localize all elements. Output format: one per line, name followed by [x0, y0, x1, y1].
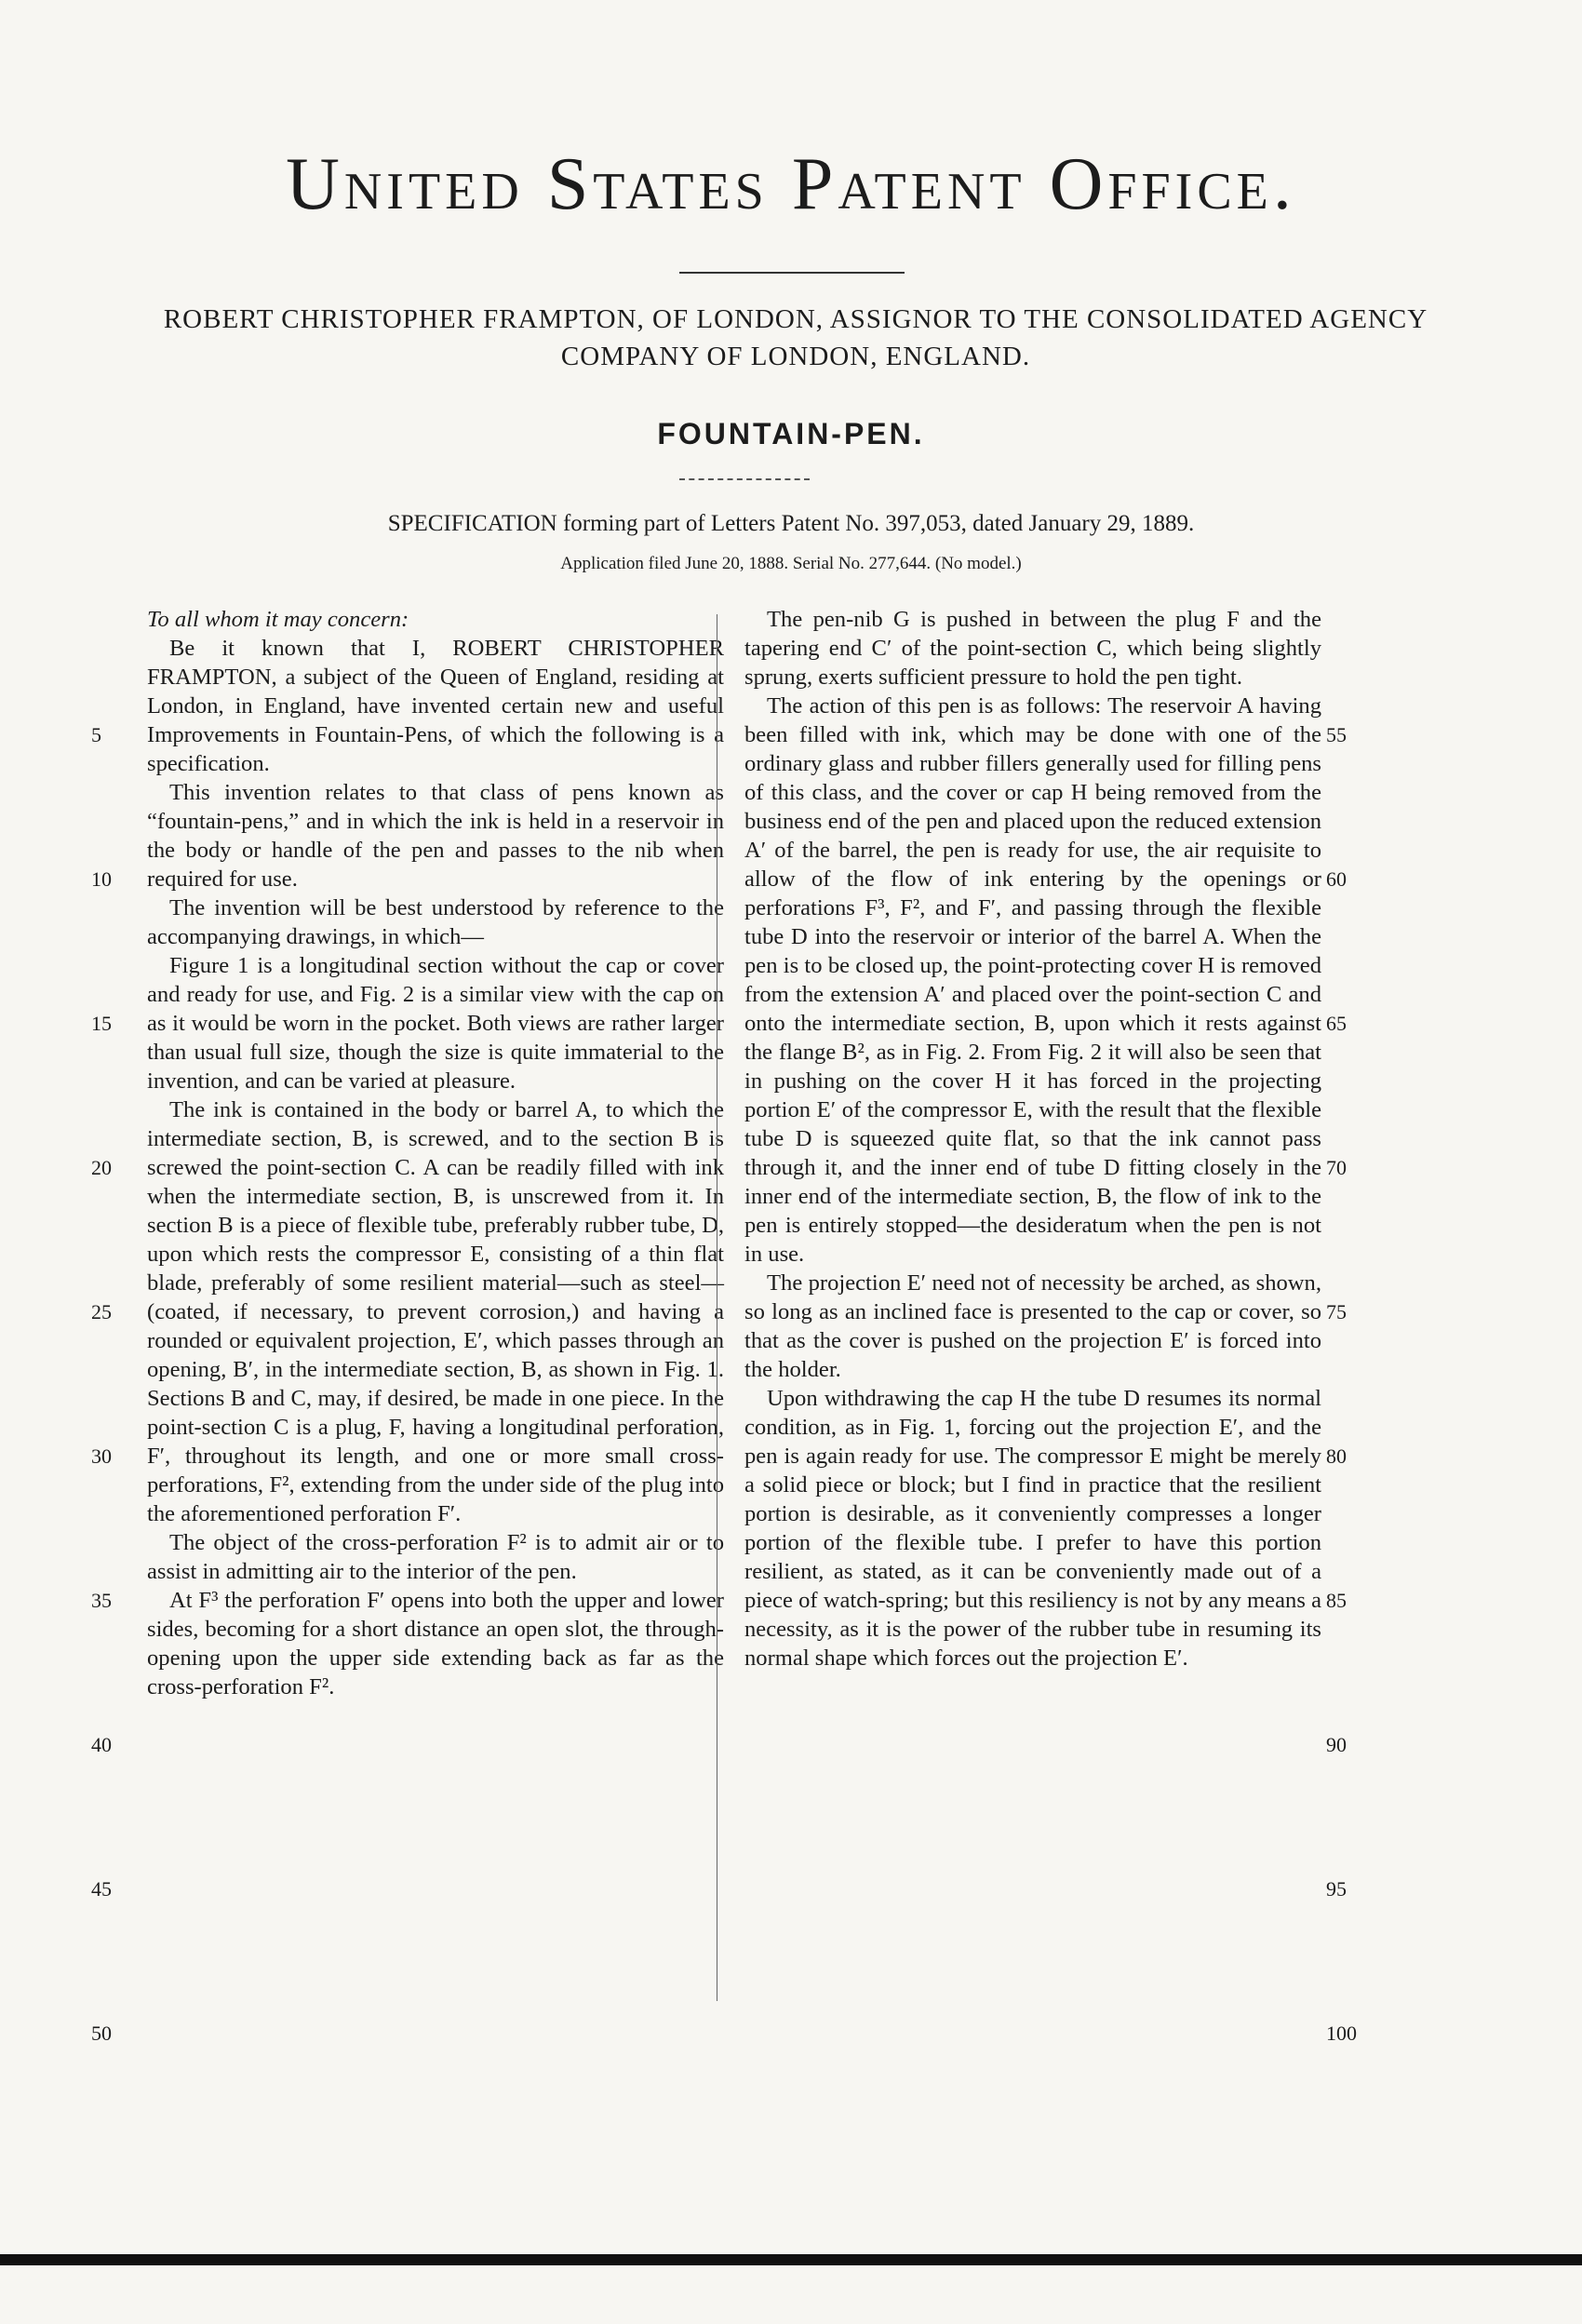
line-number: 85	[1326, 1589, 1347, 1612]
line-number: 70	[1326, 1156, 1347, 1179]
line-number: 30	[91, 1444, 112, 1468]
line-number: 100	[1326, 2022, 1357, 2045]
title-rule	[679, 272, 905, 274]
paragraph: At F³ the perforation F′ opens into both the upper and lower sides, becoming for a short distance an open slot, the through-opening upon the upper side extending back as far as the cross-perforation F².	[147, 1588, 724, 1699]
right-column	[744, 605, 1321, 1672]
line-number: 95	[1326, 1877, 1347, 1901]
bottom-scan-bar	[0, 2254, 1582, 2265]
paragraph: The object of the cross-perforation F² is to admit air or to assist in admitting air to the interior of the pen.	[147, 1530, 724, 1584]
line-number: 60	[1326, 867, 1347, 891]
line-number: 80	[1326, 1444, 1347, 1468]
paragraph: The ink is contained in the body or barrel A, to which the intermediate section, B, is screwed, and to the section B is screwed the point-section C. A can be readily filled with ink when the intermediate section, B, is unscrewed from it. In section B is a piece of flexible tube, preferably rubber tube, D, upon which rests the compressor E, consisting of a thin flat blade, preferably of some resilient material—such as steel—(coated, if necessary, to prevent corrosion,) and having a rounded or equivalent projection, E′, which passes through an opening, B′, in the intermediate section, B, as shown in Fig. 1. Sections B and C, may, if desired, be made in one piece. In the point-section C is a plug, F, having a longitudinal perforation, F′, throughout its length, and one or more small cross-perforations, F², extending from the under side of the plug into the aforementioned perforation F′.	[147, 1097, 724, 1526]
document-title: FOUNTAIN-PEN.	[657, 417, 925, 450]
salutation: To all whom it may concern:	[147, 607, 409, 632]
line-number: 25	[91, 1300, 112, 1323]
inventor-line: ROBERT CHRISTOPHER FRAMPTON, OF LONDON, ASSIGNOR TO THE CONSOLIDATED AGENCY COMPANY OF LONDON, ENGLAND.	[163, 304, 1428, 371]
title-dash-rule	[679, 478, 810, 480]
paragraph: The pen-nib G is pushed in between the plug F and the tapering end C′ of the point-section C, which being slightly sprung, exerts sufficient pressure to hold the pen tight.	[744, 607, 1321, 690]
line-number: 10	[91, 867, 112, 891]
line-number: 65	[1326, 1012, 1347, 1035]
line-number: 75	[1326, 1300, 1347, 1323]
line-number: 35	[91, 1589, 112, 1612]
left-column	[147, 605, 724, 1701]
paragraph: The invention will be best understood by reference to the accompanying drawings, in which—	[147, 895, 724, 949]
line-number: 15	[91, 1012, 112, 1035]
line-number: 45	[91, 1877, 112, 1901]
office-title: United States Patent Office.	[286, 143, 1296, 225]
line-number: 55	[1326, 723, 1347, 746]
paragraph: The projection E′ need not of necessity be arched, as shown, so long as an inclined face is presented to the cap or cover, so that as the cover is pushed on the projection E′ is forced into the holder.	[744, 1270, 1321, 1382]
line-number: 90	[1326, 1733, 1347, 1756]
paragraph: Upon withdrawing the cap H the tube D resumes its normal condition, as in Fig. 1, forcing out the projection E′, and the pen is again ready for use. The compressor E might be merely a solid piece or block; but I find in practice that the resilient portion is desirable, as it conveniently compresses a longer portion of the flexible tube. I prefer to have this portion resilient, as stated, as it can be conveniently made out of a piece of watch-spring; but this resiliency is not by any means a necessity, as it is the power of the rubber tube in resuming its normal shape which forces out the projection E′.	[744, 1386, 1321, 1671]
paragraph: The action of this pen is as follows: The reservoir A having been filled with ink, which may be done with one of the ordinary glass and rubber fillers generally used for filling pens of this class, and the cover or cap H being removed from the business end of the pen and placed upon the reduced extension A′ of the barrel, the pen is ready for use, the air requisite to allow of the flow of ink entering by the openings or perforations F³, F², and F′, and passing through the flexible tube D into the reservoir or interior of the barrel A. When the pen is to be closed up, the point-protecting cover H is removed from the extension A′ and placed over the point-section C and onto the intermediate section, B, upon which it rests against the flange B², as in Fig. 2. From Fig. 2 it will also be seen that in pushing on the cover H it has forced in the projecting portion E′ of the compressor E, with the result that the flexible tube D is squeezed quite flat, so that the ink cannot pass through it, and the inner end of tube D fitting closely in the inner end of the intermediate section, B, the flow of ink to the pen is entirely stopped—the desideratum when the pen is not in use.	[744, 693, 1321, 1267]
paragraph: Figure 1 is a longitudinal section without the cap or cover and ready for use, and Fig. 2 is a similar view with the cap on as it would be worn in the pocket. Both views are rather larger than usual full size, though the size is quite immaterial to the invention, and can be varied at pleasure.	[147, 953, 724, 1094]
paragraph: This invention relates to that class of pens known as “fountain-pens,” and in which the ink is held in a reservoir in the body or handle of the pen and passes to the nib when required for use.	[147, 780, 724, 892]
paragraph: Be it known that I, ROBERT CHRISTOPHER FRAMPTON, a subject of the Queen of England, residing at London, in England, have invented certain new and useful Improvements in Fountain-Pens, of which the following is a specification.	[147, 636, 724, 776]
line-number: 50	[91, 2022, 112, 2045]
specification-line: SPECIFICATION forming part of Letters Patent No. 397,053, dated January 29, 1889.	[387, 511, 1195, 536]
line-number: 40	[91, 1733, 112, 1756]
line-number: 5	[91, 723, 101, 746]
application-line: Application filed June 20, 1888. Serial No. 277,644. (No model.)	[560, 554, 1022, 573]
line-number: 20	[91, 1156, 112, 1179]
